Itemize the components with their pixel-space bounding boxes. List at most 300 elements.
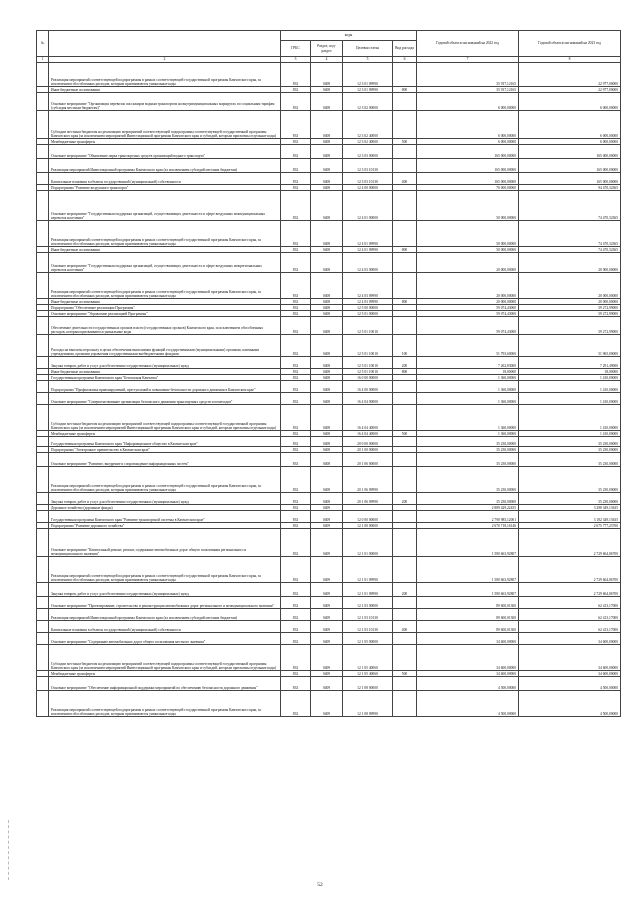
amount-2023-cell: 74 470,32365 xyxy=(519,247,621,253)
amount-2022-cell: 6 000,00000 xyxy=(417,139,519,145)
section-cell: 0408 xyxy=(311,159,343,173)
row-num-cell xyxy=(37,583,49,597)
table-row xyxy=(37,191,621,221)
target-article-cell: 12 5 00 00000 xyxy=(343,305,393,311)
amount-2023-cell: 4 500,00000 xyxy=(519,677,621,691)
grbs-cell: 833 xyxy=(281,273,311,299)
amount-2023-cell: 4 500,00000 xyxy=(519,691,621,717)
grbs-cell: 833 xyxy=(281,529,311,557)
table-row xyxy=(37,691,621,717)
row-num-cell xyxy=(37,145,49,159)
amount-2022-cell: 35 230,00000 xyxy=(417,467,519,493)
grbs-cell: 833 xyxy=(281,609,311,621)
row-num-cell xyxy=(37,621,49,633)
amount-2022-cell: 50 000,00000 xyxy=(417,191,519,221)
target-article-cell: 12 5 01 00000 xyxy=(343,311,393,317)
amount-2022-cell: 35 230,00000 xyxy=(417,493,519,505)
expense-type-cell xyxy=(393,405,417,431)
amount-2023-cell: 35 230,00000 xyxy=(519,447,621,453)
row-num-cell xyxy=(37,393,49,405)
expense-type-cell xyxy=(393,511,417,523)
row-num-cell xyxy=(37,597,49,609)
header-num: № xyxy=(37,31,49,57)
row-num-cell xyxy=(37,357,49,369)
amount-2022-cell: 35 230,00000 xyxy=(417,437,519,447)
section-cell: 0408 xyxy=(311,139,343,145)
target-article-cell: 12 3 03 10130 xyxy=(343,159,393,173)
amount-2022-cell: 51 793,60000 xyxy=(417,335,519,357)
target-article-cell: 12 4 01 09990 xyxy=(343,221,393,247)
row-num-cell xyxy=(37,173,49,185)
section-cell: 0408 xyxy=(311,437,343,447)
target-article-cell: 12 1 05 40060 xyxy=(343,671,393,677)
target-article-cell: 12 1 03 10130 xyxy=(343,609,393,621)
target-article-cell: 12 3 03 00000 xyxy=(343,145,393,159)
grbs-cell: 833 xyxy=(281,645,311,671)
table-row xyxy=(37,633,621,645)
row-num-cell xyxy=(37,677,49,691)
target-article-cell: 12 1 01 00000 xyxy=(343,529,393,557)
col-number: 5 xyxy=(343,57,393,63)
amount-2023-cell: 59 272,99000 xyxy=(519,305,621,311)
section-cell: 0408 xyxy=(311,311,343,317)
col-number: 3 xyxy=(281,57,311,63)
grbs-cell: 833 xyxy=(281,431,311,437)
expense-type-cell: 200 xyxy=(393,583,417,597)
section-cell: 0409 xyxy=(311,671,343,677)
expense-type-cell: 800 xyxy=(393,369,417,375)
grbs-cell: 833 xyxy=(281,111,311,139)
grbs-cell: 833 xyxy=(281,221,311,247)
item-name-cell: Подпрограмма "Обеспечение реализации Программы" xyxy=(49,305,281,311)
target-article-cell: 20 1 06 09990 xyxy=(343,467,393,493)
amount-2023-cell: 35 230,00000 xyxy=(519,467,621,493)
section-cell: 0408 xyxy=(311,273,343,299)
item-name-cell: Иные бюджетные ассигнования xyxy=(49,87,281,93)
row-num-cell xyxy=(37,437,49,447)
item-name-cell: Основное мероприятие "Содержание автомобильных дорог общего пользования местного значения" xyxy=(49,633,281,645)
amount-2022-cell: 34 600,00000 xyxy=(417,645,519,671)
item-name-cell: Основное мероприятие "Совершенствование организации безопасного движения транспортных средств и пешеходов" xyxy=(49,393,281,405)
amount-2023-cell: 1 410,00000 xyxy=(519,375,621,381)
amount-2023-cell: 35 230,00000 xyxy=(519,437,621,447)
target-article-cell: 12 1 03 00000 xyxy=(343,597,393,609)
expense-type-cell: 500 xyxy=(393,671,417,677)
section-cell: 0409 xyxy=(311,529,343,557)
amount-2023-cell: 1 410,00000 xyxy=(519,431,621,437)
target-article-cell: 12 0 00 00000 xyxy=(343,511,393,523)
amount-2022-cell: 1 580 663,92807 xyxy=(417,529,519,557)
amount-2022-cell: 165 000,00000 xyxy=(417,159,519,173)
item-name-cell: Основное мероприятие "Проектирование, строительство и реконструкция автомобильных дорог регионального и межмуниципального значения" xyxy=(49,597,281,609)
amount-2023-cell: 2 729 664,06700 xyxy=(519,583,621,597)
expense-type-cell xyxy=(393,677,417,691)
expense-type-cell xyxy=(393,381,417,393)
grbs-cell: 833 xyxy=(281,185,311,191)
section-cell: 0408 xyxy=(311,369,343,375)
amount-2022-cell: 70 000,00000 xyxy=(417,185,519,191)
grbs-cell: 833 xyxy=(281,677,311,691)
col-number: 6 xyxy=(393,57,417,63)
grbs-cell: 833 xyxy=(281,159,311,173)
col-number: 1 xyxy=(37,57,49,63)
target-article-cell: 20 1 00 00000 xyxy=(343,447,393,453)
amount-2023-cell: 74 470,32365 xyxy=(519,191,621,221)
amount-2022-cell: 1 580 663,92807 xyxy=(417,557,519,583)
amount-2022-cell: 59 074,43000 xyxy=(417,305,519,311)
row-num-cell xyxy=(37,529,49,557)
expense-type-cell: 800 xyxy=(393,87,417,93)
amount-2022-cell: 1 360,00000 xyxy=(417,431,519,437)
section-cell: 0409 xyxy=(311,557,343,583)
table-row xyxy=(37,467,621,493)
table-row xyxy=(37,63,621,87)
expense-type-cell xyxy=(393,453,417,467)
item-name-cell: Государственная программа Камчатского края "Информационное общество в Камчатском крае" xyxy=(49,437,281,447)
grbs-cell: 833 xyxy=(281,405,311,431)
table-row xyxy=(37,645,621,671)
grbs-cell: 833 xyxy=(281,437,311,447)
amount-2023-cell: 1 410,00000 xyxy=(519,393,621,405)
amount-2022-cell: 89 600,01300 xyxy=(417,609,519,621)
section-cell: 0408 xyxy=(311,431,343,437)
amount-2022-cell: 6 000,00000 xyxy=(417,93,519,111)
amount-2023-cell: 22 977,00000 xyxy=(519,87,621,93)
target-article-cell: 16 4 00 00000 xyxy=(343,381,393,393)
expense-type-cell xyxy=(393,111,417,139)
expense-type-cell xyxy=(393,437,417,447)
target-article-cell: 12 1 05 00000 xyxy=(343,633,393,645)
amount-2023-cell: 34 600,00000 xyxy=(519,645,621,671)
amount-2022-cell: 165 000,00000 xyxy=(417,173,519,185)
grbs-cell: 833 xyxy=(281,633,311,645)
section-cell: 0408 xyxy=(311,453,343,467)
section-cell: 0409 xyxy=(311,633,343,645)
row-num-cell xyxy=(37,191,49,221)
target-article-cell: 12 1 01 09990 xyxy=(343,583,393,597)
item-name-cell: Субсидии местным бюджетам на реализацию мероприятий соответствующей подпрограммы соответствующей государственной программы Камчатского края (за исключением мероприятий Инвестиционной программы Камчатского края и субсидий, которым присвоены отдельные коды) xyxy=(49,645,281,671)
item-name-cell: Подпрограмма "Развитие дорожного хозяйства" xyxy=(49,523,281,529)
item-name-cell: Государственная программа Камчатского края "Безопасная Камчатка" xyxy=(49,375,281,381)
expense-type-cell: 400 xyxy=(393,621,417,633)
header-codes: коды xyxy=(281,31,417,41)
header-expense: Вид расхода xyxy=(393,41,417,57)
target-article-cell: 20 1 06 09990 xyxy=(343,493,393,505)
grbs-cell: 833 xyxy=(281,311,311,317)
section-cell: 0409 xyxy=(311,523,343,529)
amount-2023-cell: 22 977,00000 xyxy=(519,63,621,87)
target-article-cell: 16 0 00 00000 xyxy=(343,375,393,381)
section-cell: 0409 xyxy=(311,621,343,633)
row-num-cell xyxy=(37,63,49,87)
table-row xyxy=(37,557,621,583)
row-num-cell xyxy=(37,493,49,505)
row-num-cell xyxy=(37,317,49,335)
expense-type-cell xyxy=(393,597,417,609)
item-name-cell: Субсидии местным бюджетам на реализацию мероприятий соответствующей подпрограммы соответствующей государственной программы Камчатского края (за исключением мероприятий Инвестиционной программы Камчатского края и субсидий, которым присвоены отдельные коды) xyxy=(49,111,281,139)
target-article-cell: 12 3 03 10130 xyxy=(343,173,393,185)
amount-2023-cell: 62 413,17000 xyxy=(519,621,621,633)
amount-2023-cell: 35 230,00000 xyxy=(519,453,621,467)
section-cell: 0408 xyxy=(311,375,343,381)
amount-2022-cell: 2 790 985,12001 xyxy=(417,511,519,523)
target-article-cell: 12 4 01 09990 xyxy=(343,247,393,253)
target-article-cell: 12 3 02 40000 xyxy=(343,139,393,145)
grbs-cell: 833 xyxy=(281,621,311,633)
item-name-cell: Основное мероприятие "Государственная поддержка организаций, осуществляющих деятельность в сфере воздушных межмуниципальных перевозок населения" xyxy=(49,191,281,221)
item-name-cell: Подпрограмма "Развитие воздушного транспорта" xyxy=(49,185,281,191)
item-name-cell: Межбюджетные трансферты xyxy=(49,139,281,145)
item-name-cell: Иные бюджетные ассигнования xyxy=(49,369,281,375)
target-article-cell: 12 5 01 10010 xyxy=(343,317,393,335)
amount-2023-cell: 34 600,00000 xyxy=(519,671,621,677)
grbs-cell: 833 xyxy=(281,691,311,717)
table-row xyxy=(37,173,621,185)
grbs-cell: 833 xyxy=(281,305,311,311)
item-name-cell: Расходы на выплаты персоналу в целях обеспечения выполнения функций государственными (муниципальными) органами, казенными учреждениями, органами управления государственными внебюджетными фондами xyxy=(49,335,281,357)
item-name-cell: Закупка товаров, работ и услуг для обеспечения государственных (муниципальных) нужд xyxy=(49,357,281,369)
item-name-cell: Реализация мероприятий соответствующей подпрограммы в рамках соответствующей государственной программы Камчатского края, за исключением обособленных расходов, которым присваиваются уникальные коды xyxy=(49,557,281,583)
expense-type-cell xyxy=(393,145,417,159)
target-article-cell: 12 1 03 10130 xyxy=(343,621,393,633)
table-row xyxy=(37,111,621,139)
item-name-cell: Подпрограмма "Электронное правительство в Камчатском крае" xyxy=(49,447,281,453)
grbs-cell: 833 xyxy=(281,145,311,159)
item-name-cell: Основное мероприятие "Капитальный ремонт, ремонт, содержание автомобильных дорог общего пользования регионального и межмуниципального значения" xyxy=(49,529,281,557)
amount-2022-cell: 165 000,00000 xyxy=(417,145,519,159)
amount-2023-cell: 62 413,17000 xyxy=(519,609,621,621)
expense-type-cell xyxy=(393,191,417,221)
item-name-cell: Реализация мероприятий соответствующей подпрограммы в рамках соответствующей государственной программы Камчатского края, за исключением обособленных расходов, которым присваиваются уникальные коды xyxy=(49,691,281,717)
section-cell: 0409 xyxy=(311,691,343,717)
amount-2023-cell: 165 000,00000 xyxy=(519,159,621,173)
amount-2022-cell: 4 500,00000 xyxy=(417,691,519,717)
amount-2022-cell: 4 500,00000 xyxy=(417,677,519,691)
item-name-cell: Подпрограмма "Профилактика правонарушений, преступлений и повышение безопасности дорожного движения в Камчатском крае" xyxy=(49,381,281,393)
item-name-cell: Иные бюджетные ассигнования xyxy=(49,247,281,253)
target-article-cell: 12 3 02 40000 xyxy=(343,111,393,139)
table-row xyxy=(37,621,621,633)
scan-margin-mark xyxy=(8,820,10,880)
amount-2023-cell: 94 470,32365 xyxy=(519,185,621,191)
grbs-cell: 833 xyxy=(281,87,311,93)
grbs-cell: 833 xyxy=(281,597,311,609)
amount-2022-cell: 59 074,43000 xyxy=(417,317,519,335)
amount-2022-cell: 35 230,00000 xyxy=(417,447,519,453)
section-cell: 0408 xyxy=(311,335,343,357)
item-name-cell: Основное мероприятие "Организация перевозок пассажиров водным транспортом на внутримуниципальных маршрутах по социальным тарифам (субсидия местным бюджетам)" xyxy=(49,93,281,111)
item-name-cell: Основное мероприятие "Обеспечение информационной поддержки мероприятий по обеспечению безопасности дорожного движения" xyxy=(49,677,281,691)
amount-2022-cell: 20 000,00000 xyxy=(417,273,519,299)
amount-2023-cell: 1 410,00000 xyxy=(519,405,621,431)
row-num-cell xyxy=(37,633,49,645)
amount-2022-cell: 50 000,00000 xyxy=(417,247,519,253)
table-row xyxy=(37,677,621,691)
amount-2023-cell: 2 729 664,06700 xyxy=(519,557,621,583)
expense-type-cell xyxy=(393,317,417,335)
section-cell: 0409 xyxy=(311,511,343,523)
table-body xyxy=(37,63,621,717)
amount-2022-cell: 1 360,00000 xyxy=(417,381,519,393)
table-row xyxy=(37,583,621,597)
target-article-cell: 16 4 04 00000 xyxy=(343,393,393,405)
row-num-cell xyxy=(37,381,49,393)
grbs-cell: 833 xyxy=(281,381,311,393)
section-cell: 0409 xyxy=(311,609,343,621)
row-num-cell xyxy=(37,335,49,357)
table-row xyxy=(37,317,621,335)
item-name-cell: Субсидии местным бюджетам на реализацию мероприятий соответствующей подпрограммы соответствующей государственной программы Камчатского края (за исключением мероприятий Инвестиционной программы Камчатского края и субсидий, которым присвоены отдельные коды) xyxy=(49,405,281,431)
table-row xyxy=(37,597,621,609)
expense-type-cell: 400 xyxy=(393,173,417,185)
amount-2022-cell: 89 600,01300 xyxy=(417,597,519,609)
grbs-cell: 833 xyxy=(281,173,311,185)
amount-2022-cell: 50 000,00000 xyxy=(417,221,519,247)
amount-2022-cell: 34 600,00000 xyxy=(417,671,519,677)
item-name-cell: Основное мероприятие "Государственная поддержка организаций, осуществляющих деятельность в сфере воздушных межрегиональных перевозок населения" xyxy=(49,253,281,273)
target-article-cell: 12 1 00 00000 xyxy=(343,523,393,529)
amount-2023-cell: 20 000,00000 xyxy=(519,273,621,299)
table-row xyxy=(37,273,621,299)
section-cell: 0408 xyxy=(311,87,343,93)
grbs-cell: 833 xyxy=(281,253,311,273)
amount-2023-cell: 1 410,00000 xyxy=(519,381,621,393)
section-cell: 0408 xyxy=(311,493,343,505)
row-num-cell xyxy=(37,453,49,467)
section-cell: 0408 xyxy=(311,317,343,335)
expense-type-cell xyxy=(393,633,417,645)
target-article-cell: 16 4 04 40000 xyxy=(343,431,393,437)
expense-type-cell xyxy=(393,273,417,299)
section-cell: 0408 xyxy=(311,381,343,393)
target-article-cell: 12 3 01 09990 xyxy=(343,63,393,87)
grbs-cell: 833 xyxy=(281,375,311,381)
section-cell: 0408 xyxy=(311,393,343,405)
item-name-cell: Реализация мероприятий соответствующей подпрограммы в рамках соответствующей государственной программы Камчатского края, за исключением обособленных расходов, которым присваиваются уникальные коды xyxy=(49,467,281,493)
target-article-cell: 12 5 01 10010 xyxy=(343,357,393,369)
amount-2022-cell: 35 917,12165 xyxy=(417,87,519,93)
amount-2022-cell: 34 600,00000 xyxy=(417,633,519,645)
target-article-cell: 12 1 08 00000 xyxy=(343,677,393,691)
target-article-cell: 12 3 02 00000 xyxy=(343,93,393,111)
target-article-cell: 12 4 00 00000 xyxy=(343,185,393,191)
item-name-cell: Закупка товаров, работ и услуг для обеспечения государственных (муниципальных) нужд xyxy=(49,493,281,505)
expense-type-cell xyxy=(393,557,417,583)
amount-2023-cell: 20 000,00000 xyxy=(519,253,621,273)
amount-2023-cell: 6 000,00000 xyxy=(519,111,621,139)
section-cell: 0408 xyxy=(311,305,343,311)
expense-type-cell xyxy=(393,63,417,87)
target-article-cell: 12 1 01 09990 xyxy=(343,557,393,583)
col-number: 7 xyxy=(417,57,519,63)
grbs-cell: 833 xyxy=(281,63,311,87)
grbs-cell: 833 xyxy=(281,191,311,221)
section-cell: 0408 xyxy=(311,93,343,111)
target-article-cell: 12 4 03 09990 xyxy=(343,299,393,305)
grbs-cell: 833 xyxy=(281,93,311,111)
table-row xyxy=(37,381,621,393)
expense-type-cell xyxy=(393,691,417,717)
section-cell: 0408 xyxy=(311,145,343,159)
section-cell: 0408 xyxy=(311,221,343,247)
expense-type-cell: 200 xyxy=(393,493,417,505)
target-article-cell: 12 1 08 09990 xyxy=(343,691,393,717)
amount-2022-cell: 1 360,00000 xyxy=(417,393,519,405)
item-name-cell: Межбюджетные трансферты xyxy=(49,671,281,677)
amount-2022-cell: 35 230,00000 xyxy=(417,453,519,467)
section-cell: 0408 xyxy=(311,191,343,221)
amount-2023-cell: 6 000,00000 xyxy=(519,139,621,145)
expense-type-cell: 800 xyxy=(393,247,417,253)
section-cell: 0408 xyxy=(311,299,343,305)
item-name-cell: Капитальные вложения в объекты государственной (муниципальной) собственности xyxy=(49,173,281,185)
row-num-cell xyxy=(37,467,49,493)
section-cell: 0409 xyxy=(311,645,343,671)
amount-2023-cell: 165 000,00000 xyxy=(519,145,621,159)
grbs-cell: 833 xyxy=(281,369,311,375)
header-grbs: ГРБС xyxy=(281,41,311,57)
grbs-cell: 833 xyxy=(281,447,311,453)
expense-type-cell: 100 xyxy=(393,335,417,357)
item-name-cell: Основное мероприятие "Управление реализацией Программы" xyxy=(49,311,281,317)
target-article-cell: 20 0 00 00000 xyxy=(343,437,393,447)
section-cell: 0408 xyxy=(311,111,343,139)
grbs-cell: 833 xyxy=(281,493,311,505)
expense-type-cell xyxy=(393,393,417,405)
row-num-cell xyxy=(37,221,49,247)
header-name xyxy=(49,31,281,57)
amount-2023-cell: 7 291,49000 xyxy=(519,357,621,369)
amount-2022-cell: 18,00000 xyxy=(417,369,519,375)
grbs-cell: 833 xyxy=(281,523,311,529)
row-num-cell xyxy=(37,511,49,523)
target-article-cell: 16 4 04 40000 xyxy=(343,405,393,431)
item-name-cell: Капитальные вложения в объекты государственной (муниципальной) собственности xyxy=(49,621,281,633)
page-number: 52 xyxy=(317,882,323,888)
row-num-cell xyxy=(37,691,49,717)
target-article-cell: 12 5 01 10010 xyxy=(343,369,393,375)
grbs-cell: 833 xyxy=(281,557,311,583)
table-row xyxy=(37,453,621,467)
expense-type-cell: 200 xyxy=(393,357,417,369)
table-row xyxy=(37,93,621,111)
table-row xyxy=(37,145,621,159)
section-cell: 0408 xyxy=(311,447,343,453)
grbs-cell: 833 xyxy=(281,511,311,523)
budget-page xyxy=(36,30,620,717)
amount-2022-cell: 1 360,00000 xyxy=(417,405,519,431)
item-name-cell: Обеспечение деятельности государственных органов власти (государственных органов) Камчатского края, за исключением обособленных расходов, которым присваиваются уникальные коды xyxy=(49,317,281,335)
section-cell: 0408 xyxy=(311,185,343,191)
target-article-cell: 12 4 03 09990 xyxy=(343,273,393,299)
row-num-cell xyxy=(37,645,49,671)
expense-type-cell: 800 xyxy=(393,299,417,305)
amount-2022-cell: 59 074,43000 xyxy=(417,311,519,317)
section-cell: 0409 xyxy=(311,505,343,511)
section-cell: 0408 xyxy=(311,173,343,185)
table-row xyxy=(37,437,621,447)
grbs-cell: 833 xyxy=(281,505,311,511)
amount-2022-cell: 20 000,00000 xyxy=(417,299,519,305)
expense-type-cell xyxy=(393,645,417,671)
grbs-cell: 833 xyxy=(281,247,311,253)
row-num-cell xyxy=(37,609,49,621)
target-article-cell: 12 4 03 00000 xyxy=(343,253,393,273)
amount-2023-cell: 74 470,32365 xyxy=(519,221,621,247)
section-cell: 0408 xyxy=(311,357,343,369)
amount-2023-cell: 18,00000 xyxy=(519,369,621,375)
section-cell: 0408 xyxy=(311,253,343,273)
